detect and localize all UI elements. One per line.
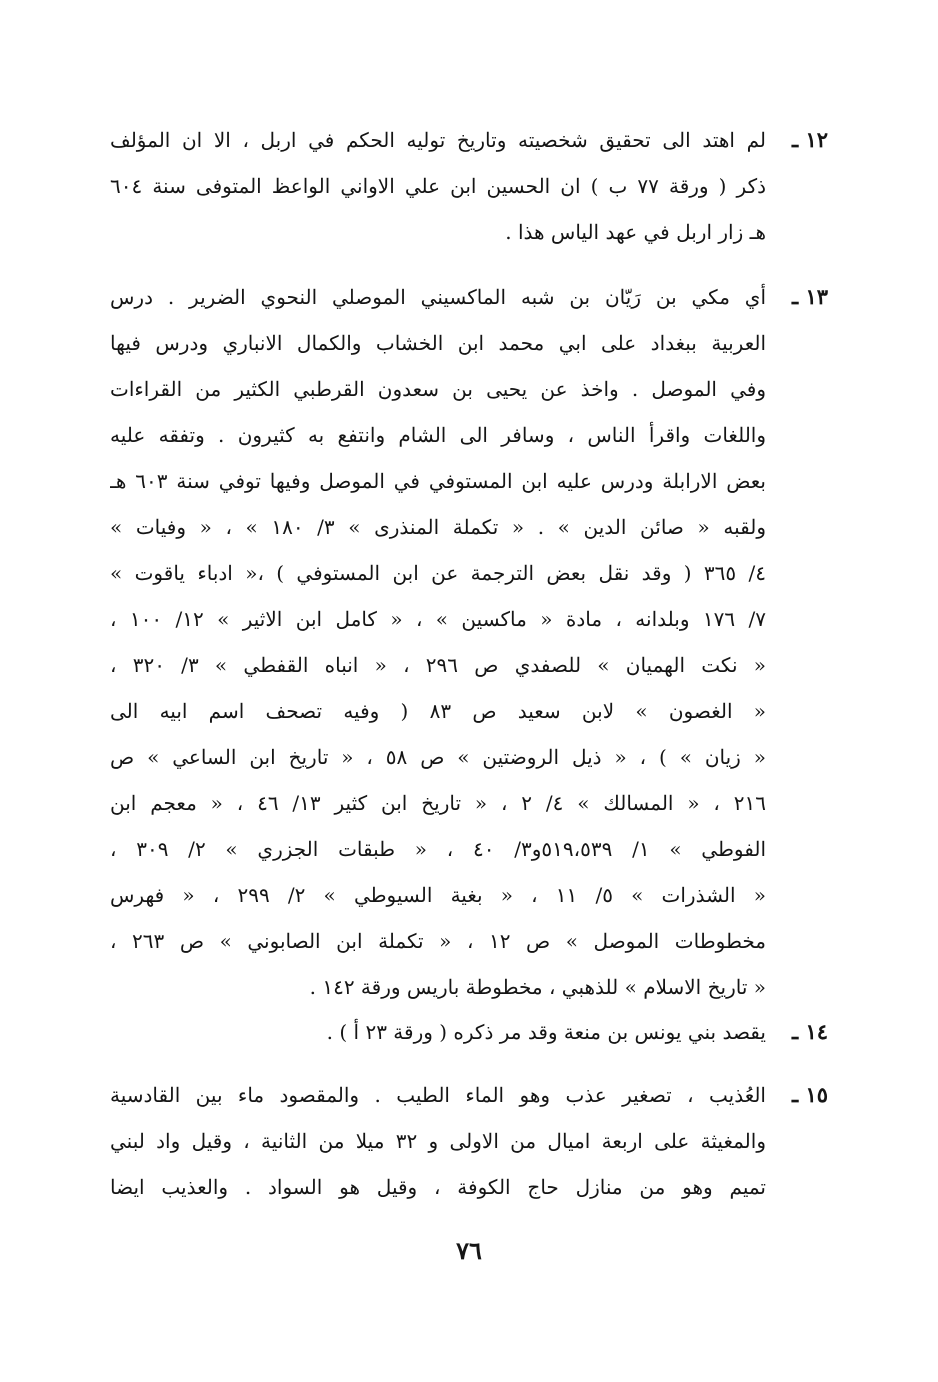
text-line: وفي الموصل . واخذ عن يحيى بن سعدون القرطبي الكثير من القراءات — [110, 377, 766, 401]
footnote-text — [110, 1072, 766, 1210]
text-line: مخطوطات الموصل » ص ١٢ ، « تكملة ابن الصابوني » ص ٢٦٣ ، — [110, 929, 766, 953]
footnote-number: ١٣ ـ — [791, 284, 828, 309]
text-line: ٢١٦ ، « المسالك » ٤/ ٢ ، « تاريخ ابن كثير ١٣/ ٤٦ ، « معجم ابن — [110, 791, 766, 815]
text-line: « الغصون » لابن سعيد ص ٨٣ ( وفيه تصحف اسم ابيه الى — [110, 699, 766, 723]
footnote-number: ١٤ ـ — [791, 1019, 828, 1044]
text-line: الفوطي » ١/ ٥١٩،٥٣٩و٣/ ٤٠ ، « طبقات الجزري » ٢/ ٣٠٩ ، — [110, 837, 766, 861]
footnote-number: ١٢ ـ — [791, 127, 828, 152]
footnote-13 — [110, 274, 828, 1010]
page-number: ٧٦ — [456, 1236, 482, 1265]
text-line: العربية ببغداد على ابي محمد ابن الخشاب والكمال الانباري ودرس فيها — [110, 331, 766, 355]
text-line: لم اهتد الى تحقيق شخصيته وتاريخ توليه الحكم في اربل ، الا ان المؤلف — [110, 128, 766, 152]
text-line: هـ زار اربل في عهد الياس هذا . — [505, 220, 766, 244]
text-line: « تاريخ الاسلام » للذهبي ، مخطوطة باريس ورقة ١٤٢ . — [309, 975, 766, 999]
text-line: واللغات واقرأ الناس ، وسافر الى الشام وانتفع به كثيرون . وتفقه عليه — [110, 423, 766, 447]
footnote-12 — [110, 117, 828, 255]
footnote-15 — [110, 1072, 828, 1210]
text-line: « الشذرات » ٥/ ١١ ، « بغية السيوطي » ٢/ ٢٩٩ ، « فهرس — [110, 883, 766, 907]
text-line: ٤/ ٣٦٥ ( وقد نقل بعض الترجمة عن ابن المستوفي ) ،« ادباء ياقوت » — [110, 561, 766, 585]
text-line: والمغيثة على اربعة اميال من الاولى و ٣٢ ميلا من الثانية ، وقيل واد لبني — [110, 1129, 766, 1153]
footnote-number: ١٥ ـ — [791, 1082, 828, 1107]
text-line: ٧/ ١٧٦ وبلدانه ، مادة « ماكسين » ، « كامل ابن الاثير » ١٢/ ١٠٠ ، — [110, 607, 766, 631]
text-line: ذكر ( ورقة ٧٧ ب ) ان الحسين ابن علي الاواني الواعظ المتوفى سنة ٦٠٤ — [110, 174, 766, 198]
text-line: تميم وهو من منازل حاج الكوفة ، وقيل هو السواد . والعذيب ايضا — [110, 1175, 766, 1199]
text-line: « زيان » ) ، « ذيل الروضتين » ص ٥٨ ، « تاريخ ابن الساعي » ص — [110, 745, 766, 769]
text-line: « نكت الهميان » للصفدي ص ٢٩٦ ، « انباه القفطي » ٣/ ٣٢٠ ، — [110, 653, 766, 677]
text-line: بعض الارابلة ودرس عليه ابن المستوفي في الموصل وفيها توفي سنة ٦٠٣ هـ — [110, 469, 766, 493]
footnote-text — [110, 274, 766, 1010]
text-line: ولقبه « صائن الدين » . « تكملة المنذرى » ٣/ ١٨٠ » ، « وفيات » — [110, 515, 766, 539]
text-line: العُذيب ، تصغير عذب وهو الماء الطيب . والمقصود ماء بين القادسية — [110, 1083, 766, 1107]
text-line: أي مكي بن رَيّان بن شبه الماكسيني الموصلي النحوي الضرير . درس — [110, 285, 766, 309]
text-line: يقصد بني يونس بن منعة وقد مر ذكره ( ورقة ٢٣ أ ) . — [326, 1020, 766, 1044]
footnote-text — [110, 1009, 766, 1055]
footnote-14 — [110, 1009, 828, 1055]
footnote-text — [110, 117, 766, 255]
